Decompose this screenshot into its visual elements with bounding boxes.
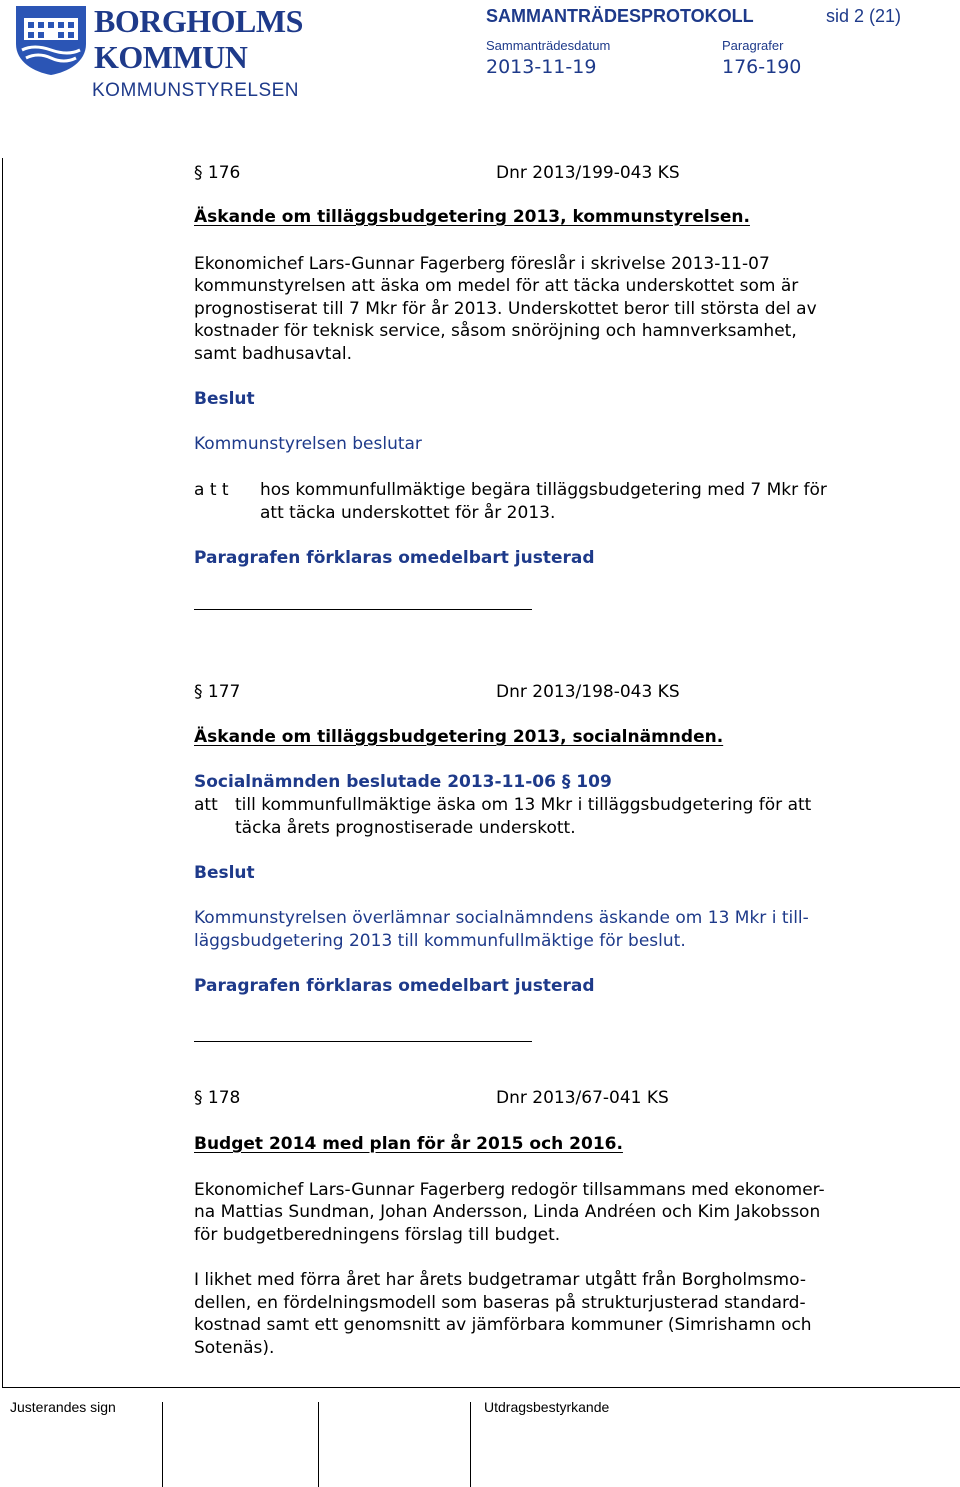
signature-box-divider [162, 1402, 163, 1487]
section-separator [194, 609, 532, 610]
justered-statement: Paragrafen förklaras omedelbart justerad [194, 548, 595, 568]
section-number-178: § 178 [194, 1088, 241, 1108]
logo-text-line1: BORGHOLMS [94, 3, 303, 39]
page-number: sid 2 (21) [826, 6, 902, 26]
decision-line: Kommunstyrelsen överlämnar socialnämndens äskande om 13 Mkr i till- [194, 908, 809, 928]
paragraphs-value: 176-190 [722, 56, 802, 78]
section-dnr-177: Dnr 2013/198-043 KS [496, 682, 680, 702]
board-name: KOMMUNSTYRELSEN [92, 80, 300, 101]
signature-box-divider [470, 1402, 471, 1487]
section-body-line: samt badhusavtal. [194, 344, 352, 364]
section-body-line: kommunstyrelsen att äska om medel för att täcka underskottet som är [194, 276, 799, 296]
att-line: till kommunfullmäktige äska om 13 Mkr i tilläggsbudgetering för att [235, 795, 812, 815]
meeting-date-value: 2013-11-19 [486, 56, 597, 78]
section-body-line: Ekonomichef Lars-Gunnar Fagerberg redogör tillsammans med ekonomer- [194, 1180, 825, 1200]
section-dnr-176: Dnr 2013/199-043 KS [496, 163, 680, 183]
document-type: SAMMANTRÄDESPROTOKOLL [486, 6, 754, 26]
footer-rule [2, 1387, 960, 1388]
section-heading-178: Budget 2014 med plan för år 2015 och 2016. [194, 1134, 623, 1154]
section-body-line: I likhet med förra året har årets budgetramar utgått från Borgholmsmo- [194, 1270, 806, 1290]
section-body-line: dellen, en fördelningsmodell som baseras på strukturjusterad standard- [194, 1293, 806, 1313]
beslut-heading: Beslut [194, 863, 255, 883]
section-body-line: na Mattias Sundman, Johan Andersson, Linda Andréen och Kim Jakobsson [194, 1202, 821, 1222]
section-heading-177: Äskande om tilläggsbudgetering 2013, socialnämnden. [194, 727, 724, 747]
logo-text-line2: KOMMUN [94, 39, 248, 75]
justered-statement: Paragrafen förklaras omedelbart justerad [194, 976, 595, 996]
section-body-line: för budgetberedningens förslag till budget. [194, 1225, 561, 1245]
section-body-line: Sotenäs). [194, 1338, 275, 1358]
meeting-date-label: Sammanträdesdatum [486, 38, 611, 53]
signature-box-divider [318, 1402, 319, 1487]
left-margin-line [2, 158, 3, 1388]
att-label: a t t [194, 480, 229, 500]
section-body-line: kostnad samt ett genomsnitt av jämförbara kommuner (Simrishamn och [194, 1315, 812, 1335]
att-line: täcka årets prognostiserade underskott. [235, 818, 576, 838]
beslut-heading: Beslut [194, 389, 255, 409]
reference-decision: Socialnämnden beslutade 2013-11-06 § 109 [194, 772, 612, 792]
section-number-176: § 176 [194, 163, 241, 183]
decision-intro: Kommunstyrelsen beslutar [194, 434, 422, 454]
signature-label: Justerandes sign [10, 1399, 116, 1415]
paragraphs-label: Paragrafer [722, 38, 784, 53]
section-heading-176: Äskande om tilläggsbudgetering 2013, kommunstyrelsen. [194, 207, 750, 227]
att-label: att [194, 795, 218, 815]
section-body-line: prognostiserat till 7 Mkr för år 2013. Underskottet beror till största del av [194, 299, 817, 319]
section-body-line: kostnader för teknisk service, såsom snöröjning och hamnverksamhet, [194, 321, 797, 341]
decision-line: läggsbudgetering 2013 till kommunfullmäktige för beslut. [194, 931, 686, 951]
att-line: att täcka underskottet för år 2013. [260, 503, 556, 523]
att-line: hos kommunfullmäktige begära tilläggsbudgetering med 7 Mkr för [260, 480, 827, 500]
section-dnr-178: Dnr 2013/67-041 KS [496, 1088, 669, 1108]
section-body-line: Ekonomichef Lars-Gunnar Fagerberg föreslår i skrivelse 2013-11-07 [194, 254, 770, 274]
extract-certification-label: Utdragsbestyrkande [484, 1399, 610, 1415]
section-separator [194, 1041, 532, 1042]
municipality-emblem-icon [14, 4, 88, 76]
section-number-177: § 177 [194, 682, 241, 702]
